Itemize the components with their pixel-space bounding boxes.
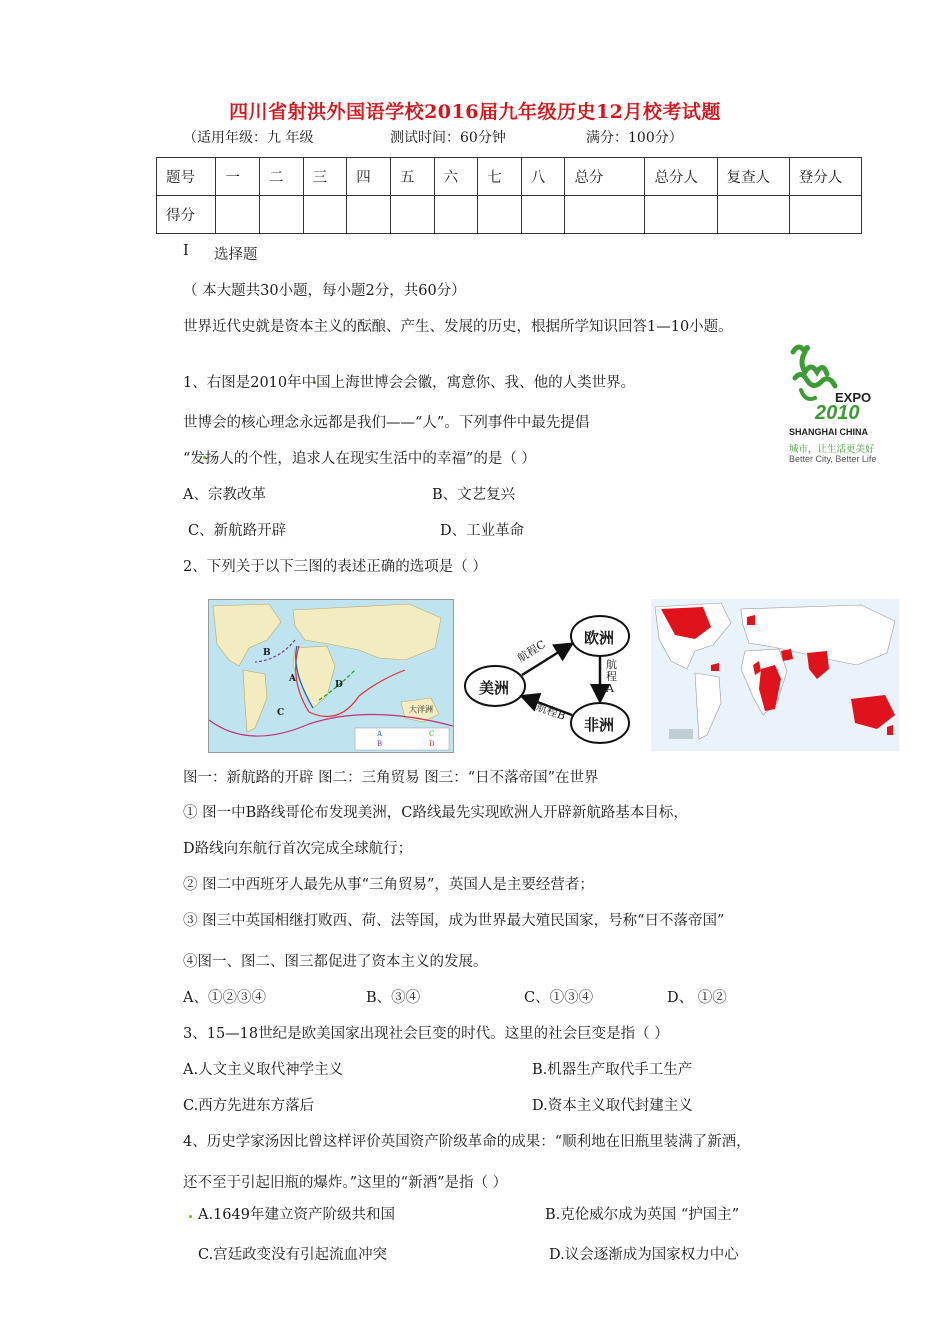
figure-empire-map	[651, 599, 899, 751]
q1-option-a[interactable]: A、宗教改革	[183, 487, 266, 503]
q2-option-a[interactable]: A、①②③④	[183, 990, 266, 1006]
q3-option-d[interactable]: D.资本主义取代封建主义	[532, 1098, 693, 1114]
q4-option-d[interactable]: D.议会逐渐成为国家权力中心	[549, 1247, 739, 1263]
route-label-a: A	[289, 674, 296, 684]
q2-statement-3: ③ 图三中英国相继打败西、荷、法等国，成为世界最大殖民国家，号称“日不落帝国”	[183, 913, 725, 929]
node-america: 美洲	[479, 679, 510, 697]
q3-stem: 3、15—18世纪是欧美国家出现社会巨变的时代。这里的社会巨变是指（ ）	[183, 1026, 669, 1042]
page-title: 四川省射洪外国语学校2016届九年级历史12月校考试题	[229, 101, 721, 123]
score-info: 满分：100分）	[586, 130, 683, 146]
q2-statement-2: ② 图二中西班牙人最先从事“三角贸易”，英国人是主要经营者；	[183, 877, 594, 893]
table-cell: 题号	[157, 158, 216, 196]
table-cell: 七	[478, 158, 522, 196]
q4-line2: 还不至于引起旧瓶的爆炸。”这里的“新酒”是指（ ）	[183, 1175, 508, 1191]
table-cell: 二	[260, 158, 304, 196]
expo-slogan-cn: 城市，让生活更美好	[789, 444, 875, 455]
q1-line3: “发扬人的个性，追求人在现实生活中的幸福”的是（ ）	[183, 451, 536, 467]
score-input-cell[interactable]	[303, 196, 347, 234]
expo-brand: EXPO	[835, 390, 872, 405]
legend-a: A	[377, 730, 383, 738]
stray-dot	[189, 1215, 192, 1218]
q1-option-d[interactable]: D、工业革命	[440, 523, 525, 539]
score-input-cell[interactable]	[645, 196, 717, 234]
score-input-cell[interactable]	[260, 196, 304, 234]
section-intro: 世界近代史就是资本主义的酝酿、产生、发展的历史，根据所学知识回答1—10小题。	[183, 319, 733, 335]
section-number: I	[183, 243, 189, 259]
node-africa: 非洲	[584, 716, 615, 734]
expo-city: SHANGHAI CHINA	[789, 427, 869, 437]
route-label-c: C	[277, 708, 285, 718]
score-input-cell[interactable]	[717, 196, 789, 234]
legend-b: B	[377, 740, 383, 748]
table-cell: 五	[390, 158, 434, 196]
route-label-a: 航程A	[606, 658, 617, 695]
table-cell: 登分人	[789, 158, 861, 196]
figure-new-sea-routes-map	[208, 599, 454, 753]
score-input-cell[interactable]	[789, 196, 861, 234]
score-input-cell[interactable]	[434, 196, 478, 234]
q1-option-c[interactable]: C、新航路开辟	[188, 523, 287, 539]
table-cell: 六	[434, 158, 478, 196]
score-input-cell[interactable]	[390, 196, 434, 234]
legend-c: C	[429, 730, 435, 738]
section-heading: 选择题	[214, 247, 258, 263]
score-input-cell[interactable]	[478, 196, 522, 234]
score-input-cell[interactable]	[565, 196, 645, 234]
q4-option-b[interactable]: B.克伦威尔成为英国 “护国主”	[545, 1207, 740, 1223]
q2-stem: 2、下列关于以下三图的表述正确的选项是（ ）	[183, 559, 487, 575]
table-cell: 复查人	[717, 158, 789, 196]
table-cell: 一	[216, 158, 260, 196]
score-input-cell[interactable]	[216, 196, 260, 234]
q3-option-b[interactable]: B.机器生产取代手工生产	[532, 1062, 693, 1078]
q4-option-a[interactable]: A.1649年建立资产阶级共和国	[198, 1207, 395, 1223]
q1-line2: 世博会的核心理念永远都是我们——“人”。下列事件中最先提倡	[183, 415, 590, 431]
route-label-c: 航程C	[515, 637, 548, 665]
world-map-icon	[651, 599, 899, 751]
grade-info: （适用年级：九 年级	[183, 130, 314, 146]
table-cell: 八	[521, 158, 565, 196]
legend-d: D	[429, 740, 435, 748]
table-cell: 四	[347, 158, 391, 196]
route-label-d: D	[335, 680, 343, 690]
q2-statement-4: ④图一、图二、图三都促进了资本主义的发展。	[183, 954, 488, 970]
section-note: （ 本大题共30小题，每小题2分，共60分）	[183, 283, 466, 299]
q2-statement-1b: D路线向东航行首次完成全球航行；	[183, 841, 413, 857]
q2-statement-1a: ① 图一中B路线哥伦布发现美洲，C路线最先实现欧洲人开辟新航路基本目标，	[183, 805, 688, 821]
q2-option-d[interactable]: D、 ①②	[667, 990, 727, 1006]
q3-option-c[interactable]: C.西方先进东方落后	[183, 1098, 315, 1114]
q3-option-a[interactable]: A.人文主义取代神学主义	[183, 1062, 344, 1078]
route-label-b: B	[263, 648, 271, 658]
score-table-score-row	[157, 196, 862, 234]
time-info: 测试时间：60分钟	[390, 130, 506, 146]
score-input-cell[interactable]	[521, 196, 565, 234]
expo-logo	[785, 340, 895, 470]
figure-triangular-trade	[460, 599, 642, 751]
table-cell: 总分人	[645, 158, 717, 196]
node-europe: 欧洲	[584, 629, 615, 647]
world-map-icon	[209, 600, 453, 752]
q2-option-c[interactable]: C、①③④	[524, 990, 594, 1006]
q4-line1: 4、历史学家汤因比曾这样评价英国资产阶级革命的成果：“顺利地在旧瓶里装满了新酒，	[183, 1134, 751, 1150]
table-cell: 总分	[565, 158, 645, 196]
figure-captions: 图一：新航路的开辟 图二：三角贸易 图三：“日不落帝国”在世界	[183, 770, 599, 786]
score-table-header-row	[157, 158, 862, 196]
q4-option-c[interactable]: C.宫廷政变没有引起流血冲突	[198, 1247, 388, 1263]
table-cell: 三	[303, 158, 347, 196]
map-ocean-label: 大洋洲	[409, 705, 433, 714]
score-table	[156, 157, 862, 234]
q1-option-b[interactable]: B、文艺复兴	[432, 487, 516, 503]
score-input-cell[interactable]	[347, 196, 391, 234]
q2-option-b[interactable]: B、③④	[366, 990, 421, 1006]
route-label-b: 航程B	[534, 700, 568, 723]
q1-line1: 1、右图是2010年中国上海世博会会徽，寓意你、我、他的人类世界。	[183, 375, 636, 391]
table-cell: 得分	[157, 196, 216, 234]
expo-year: 2010	[815, 402, 860, 424]
expo-slogan-en: Better City, Better Life	[789, 454, 877, 464]
